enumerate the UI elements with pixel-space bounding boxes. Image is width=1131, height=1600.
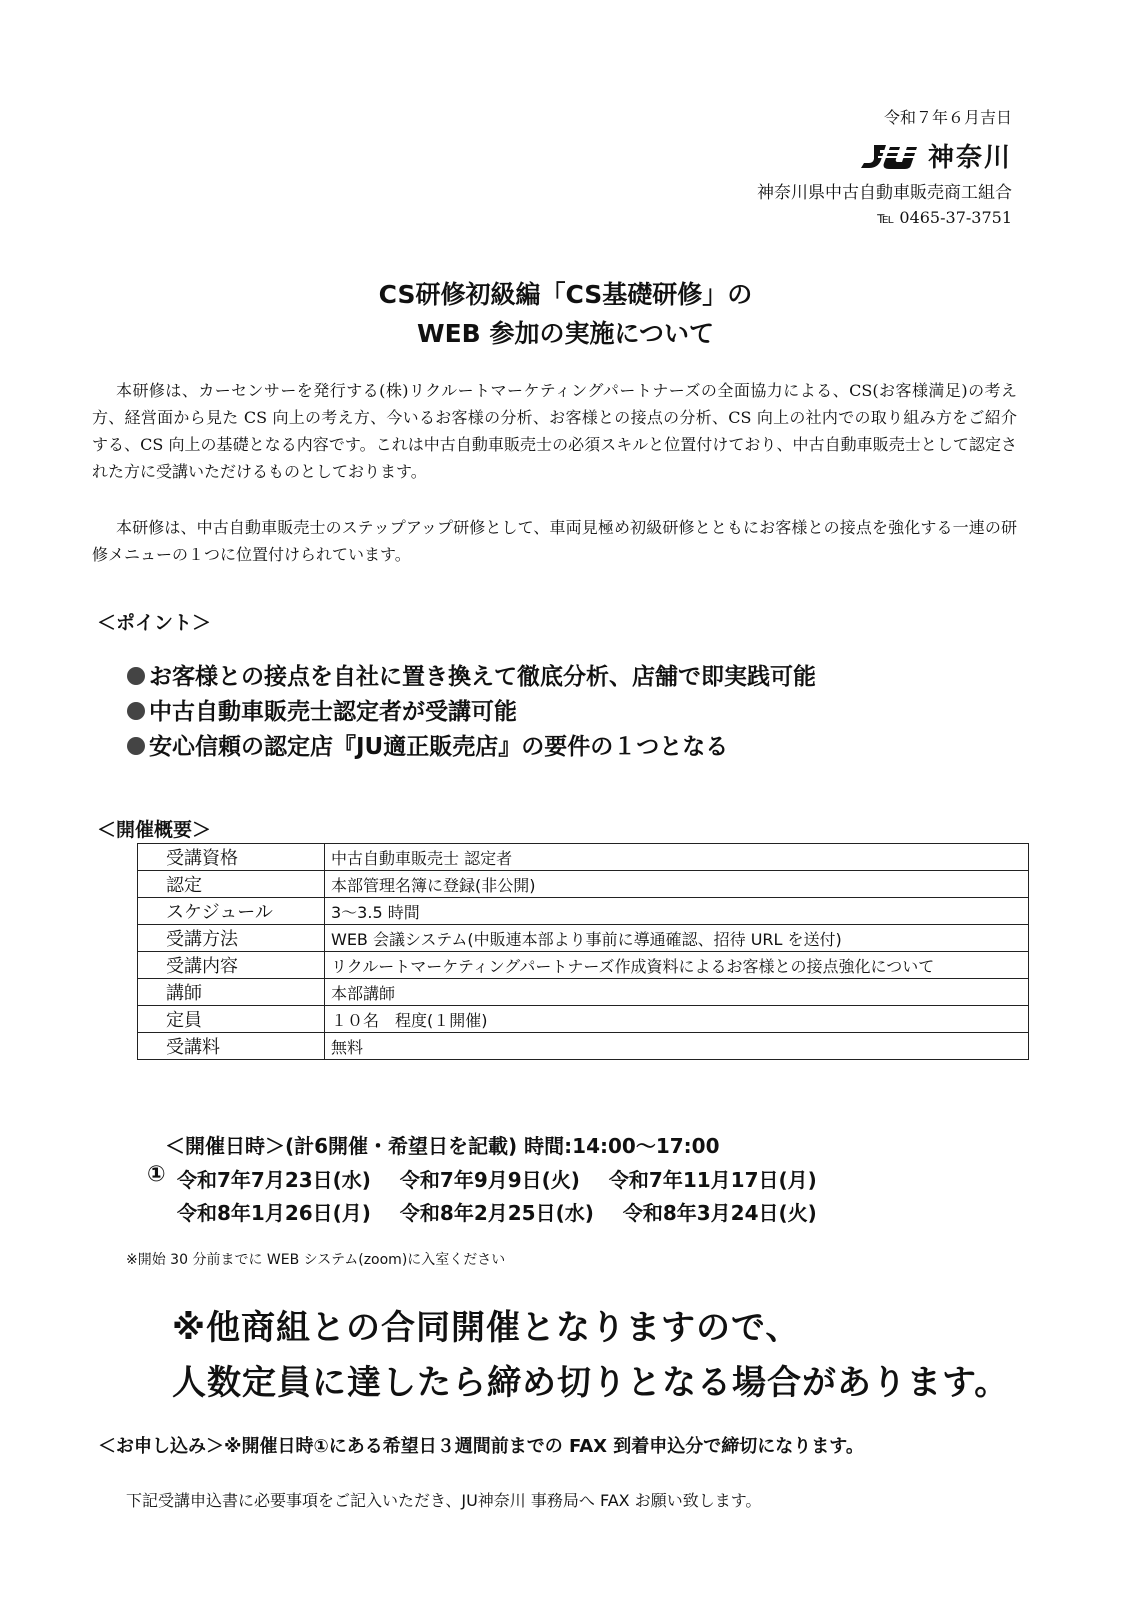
intro-paragraph: 本研修は、カーセンサーを発行する(株)リクルートマーケティングパートナーズの全面協力による、CS(お客様満足)の考え方、経営面から見た CS 向上の考え方、今いるお客様の分析、お客様との接点の分析、CS 向上の社内での取り組み方をご紹介する、CS 向上の基礎となる内容です。これは中古自動車販売士の必須スキルと位置付けており、中古自動車販売士として認定された方に受講いただけるものとしております。 xyxy=(92,381,1017,481)
point-item xyxy=(127,730,816,765)
point-item xyxy=(127,695,816,730)
application-deadline: ＜お申し込み＞※開催日時①にある希望日３週間前までの FAX 到着申込分で締切になります。 xyxy=(98,1436,864,1457)
schedule-note: ※開始 30 分前までに WEB システム(zoom)に入室ください xyxy=(126,1252,506,1268)
row-value: １０名 程度(１開催) xyxy=(325,1006,1029,1033)
point-item xyxy=(127,660,816,695)
point-text: お客様との接点を自社に置き換えて徹底分析、店舗で即実践可能 xyxy=(149,664,816,690)
row-label: 認定 xyxy=(138,871,325,898)
table-row xyxy=(138,925,1029,952)
ju-logo-icon xyxy=(860,142,922,170)
document-date: 令和７年６月吉日 xyxy=(883,108,1012,127)
row-label: 受講方法 xyxy=(138,925,325,952)
row-value: 中古自動車販売士 認定者 xyxy=(325,844,1029,871)
bullet-icon xyxy=(127,737,145,755)
row-label: 講師 xyxy=(138,979,325,1006)
table-row xyxy=(138,1033,1029,1060)
schedule-dates-line2: 令和8年1月26日(月) 令和8年2月25日(水) 令和8年3月24日(火) xyxy=(177,1201,817,1225)
table-row xyxy=(138,1006,1029,1033)
telephone-number: ℡ 0465-37-3751 xyxy=(877,208,1012,227)
overview-table xyxy=(137,843,1029,1060)
table-row xyxy=(138,844,1029,871)
organization-logo xyxy=(860,137,1012,174)
row-label: スケジュール xyxy=(138,898,325,925)
document-title-line1: CS研修初級編「CS基礎研修」の xyxy=(378,280,753,309)
bullet-icon xyxy=(127,667,145,685)
schedule-marker: ① xyxy=(147,1162,166,1187)
bullet-icon xyxy=(127,702,145,720)
row-value: リクルートマーケティングパートナーズ作成資料によるお客様との接点強化について xyxy=(325,952,1029,979)
table-row xyxy=(138,979,1029,1006)
table-row xyxy=(138,952,1029,979)
row-label: 受講内容 xyxy=(138,952,325,979)
row-value: 本部講師 xyxy=(325,979,1029,1006)
footer-instruction: 下記受講申込書に必要事項をご記入いただき、JU神奈川 事務局へ FAX お願い致します。 xyxy=(126,1491,762,1510)
row-label: 受講資格 xyxy=(138,844,325,871)
row-label: 受講料 xyxy=(138,1033,325,1060)
table-row xyxy=(138,898,1029,925)
logo-text: 神奈川 xyxy=(927,143,1012,173)
row-value: WEB 会議システム(中販連本部より事前に導通確認、招待 URL を送付) xyxy=(325,925,1029,952)
row-value: 無料 xyxy=(325,1033,1029,1060)
points-heading: ＜ポイント＞ xyxy=(97,612,212,634)
warning-line2: 人数定員に達したら締め切りとなる場合があります。 xyxy=(172,1363,1010,1403)
positioning-paragraph: 本研修は、中古自動車販売士のステップアップ研修として、車両見極め初級研修とともにお客様との接点を強化する一連の研修メニューの１つに位置付けられています。 xyxy=(92,518,1017,564)
overview-heading: ＜開催概要＞ xyxy=(97,819,212,841)
organization-name: 神奈川県中古自動車販売商工組合 xyxy=(757,183,1012,203)
row-value: 本部管理名簿に登録(非公開) xyxy=(325,871,1029,898)
warning-line1: ※他商組との合同開催となりますので、 xyxy=(172,1308,801,1348)
table-row xyxy=(138,871,1029,898)
schedule-dates-line1: 令和7年7月23日(水) 令和7年9月9日(火) 令和7年11月17日(月) xyxy=(177,1168,817,1192)
row-value: 3〜3.5 時間 xyxy=(325,898,1029,925)
schedule-heading: ＜開催日時＞(計6開催・希望日を記載) 時間:14:00〜17:00 xyxy=(165,1134,720,1158)
points-list xyxy=(127,660,816,765)
point-text: 安心信頼の認定店『JU適正販売店』の要件の１つとなる xyxy=(149,734,729,760)
document-title-line2: WEB 参加の実施について xyxy=(417,319,714,348)
row-label: 定員 xyxy=(138,1006,325,1033)
point-text: 中古自動車販売士認定者が受講可能 xyxy=(149,699,517,725)
